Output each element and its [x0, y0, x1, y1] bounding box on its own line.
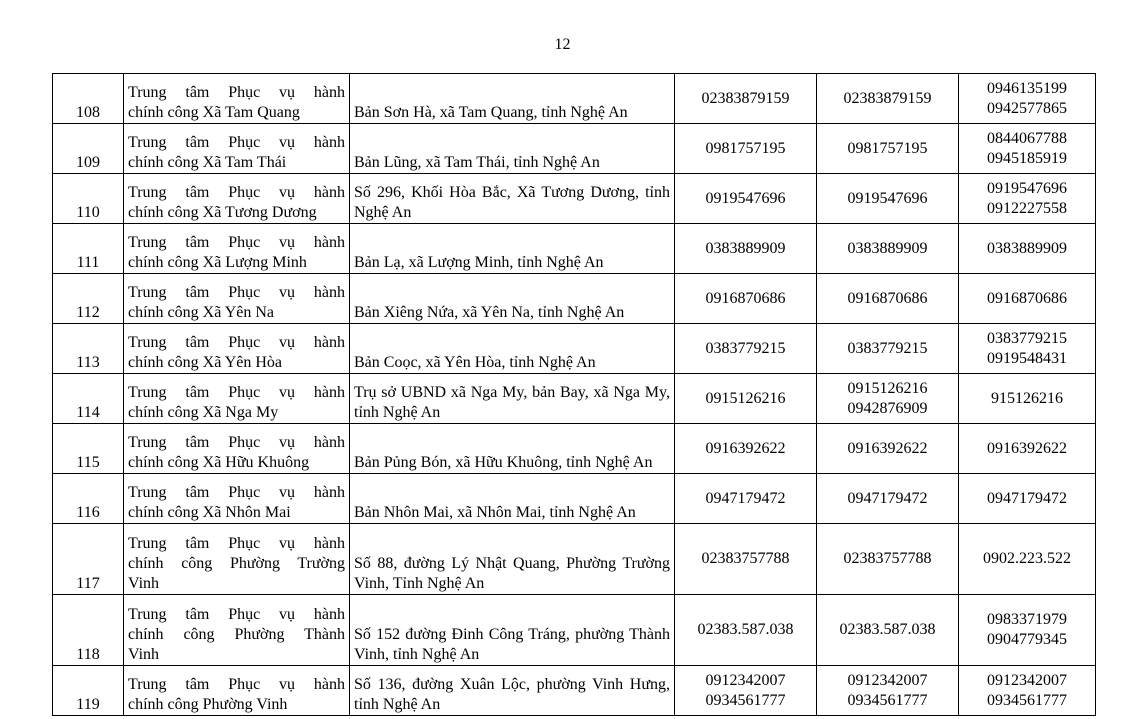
phone-cell-2: [817, 524, 959, 595]
phone-cell-3: [959, 274, 1096, 324]
row-number: 114: [53, 374, 124, 424]
phone-cell-3: [959, 666, 1096, 716]
phone-cell-1: [675, 124, 817, 174]
office-name-line: chính công Xã Tương Dương: [128, 204, 317, 221]
row-number: 108: [53, 74, 124, 124]
office-name-line: Trung tâm Phục vụ hành: [128, 184, 345, 201]
row-number: 111: [53, 224, 124, 274]
row-number: 109: [53, 124, 124, 174]
phone-number: 02383879159: [843, 89, 932, 107]
phone-cell-1: [675, 424, 817, 474]
phone-number: 0945185919: [987, 149, 1067, 167]
phone-number: 0934561777: [847, 691, 928, 709]
phone-number: 0983371979: [987, 611, 1067, 628]
phone-cell-3: [959, 595, 1096, 666]
phone-cell-2: [817, 474, 959, 524]
office-address: Bản Lũng, xã Tam Thái, tỉnh Nghệ An: [350, 124, 675, 174]
phone-cell-1: [675, 474, 817, 524]
office-table: [52, 73, 1096, 716]
phone-number: 0919548431: [987, 349, 1067, 367]
row-number: 119: [53, 666, 124, 716]
office-name: [124, 74, 350, 124]
office-address: Số 136, đường Xuân Lộc, phường Vinh Hưng, tỉnh Nghệ An: [350, 666, 675, 716]
office-name-line: Trung tâm Phục vụ hành: [128, 676, 345, 693]
phone-number: 0912342007: [847, 671, 928, 689]
phone-cell-3: [959, 524, 1096, 595]
table-row: [53, 474, 1096, 524]
office-name: [124, 174, 350, 224]
phone-number: 0912227558: [987, 199, 1067, 217]
phone-number: 0902.223.522: [983, 550, 1071, 567]
office-name-line: chính công Xã Tam Thái: [128, 154, 287, 171]
office-name-line: Trung tâm Phục vụ hành: [128, 234, 345, 251]
phone-cell-1: [675, 324, 817, 374]
phone-number: 02383879159: [701, 89, 790, 107]
phone-cell-3: [959, 424, 1096, 474]
table-row: [53, 524, 1096, 595]
office-address: Số 296, Khối Hòa Bắc, Xã Tương Dương, tỉnh Nghệ An: [350, 174, 675, 224]
table-row: [53, 666, 1096, 716]
office-name-line: Trung tâm Phục vụ hành: [128, 606, 345, 623]
phone-cell-2: [817, 224, 959, 274]
table-row: [53, 374, 1096, 424]
office-name-line: chính công Xã Yên Na: [128, 304, 275, 321]
office-name: [124, 595, 350, 666]
table-row: [53, 224, 1096, 274]
phone-number: 0916392622: [847, 439, 928, 457]
phone-number: 0383779215: [705, 339, 786, 357]
phone-number: 0947179472: [987, 489, 1067, 507]
phone-number: 0904779345: [987, 631, 1067, 648]
phone-cell-3: [959, 174, 1096, 224]
office-name: [124, 324, 350, 374]
table-row: [53, 595, 1096, 666]
phone-cell-3: [959, 474, 1096, 524]
office-address: Trụ sở UBND xã Nga My, bản Bay, xã Nga My, tỉnh Nghệ An: [350, 374, 675, 424]
phone-number: 0946135199: [987, 79, 1067, 97]
page-number: 12: [554, 36, 571, 53]
phone-number: 02383757788: [843, 550, 932, 567]
office-address: Số 88, đường Lý Nhật Quang, Phường Trường Vinh, Tỉnh Nghệ An: [350, 524, 675, 595]
phone-cell-1: [675, 274, 817, 324]
table-row: [53, 174, 1096, 224]
row-number: 113: [53, 324, 124, 374]
phone-cell-2: [817, 424, 959, 474]
office-address: Bản Xiêng Nứa, xã Yên Na, tỉnh Nghệ An: [350, 274, 675, 324]
office-address: Bản Sơn Hà, xã Tam Quang, tỉnh Nghệ An: [350, 74, 675, 124]
office-name-line: chính công Xã Hữu Khuông: [128, 454, 310, 471]
office-name-line: Trung tâm Phục vụ hành: [128, 334, 345, 351]
phone-number: 0981757195: [847, 139, 928, 157]
office-name-line: chính công Phường Trường: [128, 555, 345, 572]
table-body: [53, 74, 1096, 716]
office-name-line: chính công Xã Nhôn Mai: [128, 504, 291, 521]
office-name: [124, 374, 350, 424]
phone-cell-2: [817, 324, 959, 374]
phone-number: 02383.587.038: [697, 621, 794, 638]
table-row: [53, 324, 1096, 374]
phone-cell-2: [817, 174, 959, 224]
phone-cell-2: [817, 74, 959, 124]
phone-cell-1: [675, 224, 817, 274]
phone-number: 0934561777: [987, 691, 1067, 709]
phone-number: 0383779215: [987, 329, 1067, 347]
phone-number: 0919547696: [987, 179, 1067, 197]
phone-number: 02383.587.038: [839, 621, 936, 638]
phone-cell-1: [675, 174, 817, 224]
office-name: [124, 666, 350, 716]
phone-number: 0934561777: [705, 691, 786, 709]
phone-cell-2: [817, 666, 959, 716]
office-name-line: chính công Xã Tam Quang: [128, 104, 300, 121]
phone-cell-2: [817, 124, 959, 174]
office-address: Số 152 đường Đinh Công Tráng, phường Thành Vinh, tỉnh Nghệ An: [350, 595, 675, 666]
phone-number: 0383889909: [705, 239, 786, 257]
office-name-line: Vinh: [128, 646, 160, 663]
row-number: 118: [53, 595, 124, 666]
office-name-line: Trung tâm Phục vụ hành: [128, 284, 345, 301]
office-name: [124, 424, 350, 474]
office-name: [124, 474, 350, 524]
office-name-line: chính công Xã Lượng Minh: [128, 254, 307, 271]
phone-number: 02383757788: [701, 550, 790, 567]
row-number: 116: [53, 474, 124, 524]
office-name: [124, 224, 350, 274]
phone-cell-3: [959, 374, 1096, 424]
phone-number: 0916870686: [705, 289, 786, 307]
table-row: [53, 424, 1096, 474]
office-name-line: Trung tâm Phục vụ hành: [128, 134, 345, 151]
phone-cell-3: [959, 124, 1096, 174]
phone-number: 0915126216: [705, 389, 786, 407]
row-number: 117: [53, 524, 124, 595]
phone-cell-3: [959, 224, 1096, 274]
office-name: [124, 274, 350, 324]
phone-number: 0916392622: [705, 439, 786, 457]
office-name: [124, 124, 350, 174]
office-address: Bản Pủng Bón, xã Hữu Khuông, tỉnh Nghệ An: [350, 424, 675, 474]
office-name-line: Trung tâm Phục vụ hành: [128, 484, 345, 501]
phone-cell-2: [817, 374, 959, 424]
phone-cell-3: [959, 324, 1096, 374]
phone-number: 0947179472: [705, 489, 786, 507]
office-name-line: chính công Xã Nga My: [128, 404, 279, 421]
row-number: 112: [53, 274, 124, 324]
phone-cell-1: [675, 524, 817, 595]
phone-number: 0383889909: [847, 239, 928, 257]
phone-cell-1: [675, 74, 817, 124]
phone-number: 0919547696: [705, 189, 786, 207]
phone-number: 0981757195: [705, 139, 786, 157]
row-number: 110: [53, 174, 124, 224]
table-row: [53, 124, 1096, 174]
phone-number: 0916392622: [987, 439, 1067, 457]
phone-cell-1: [675, 595, 817, 666]
phone-cell-3: [959, 74, 1096, 124]
office-name-line: chính công Phường Thành: [128, 626, 345, 643]
phone-number: 0383889909: [987, 239, 1067, 257]
office-name-line: Trung tâm Phục vụ hành: [128, 84, 345, 101]
office-name-line: Trung tâm Phục vụ hành: [128, 535, 345, 552]
office-name: [124, 524, 350, 595]
office-name-line: Trung tâm Phục vụ hành: [128, 384, 345, 401]
table-row: [53, 274, 1096, 324]
phone-number: 0915126216: [847, 379, 928, 397]
office-address: Bản Nhôn Mai, xã Nhôn Mai, tỉnh Nghệ An: [350, 474, 675, 524]
phone-number: 0916870686: [847, 289, 928, 307]
phone-cell-1: [675, 374, 817, 424]
office-name-line: chính công Phường Vinh: [128, 696, 288, 713]
office-name-line: chính công Xã Yên Hòa: [128, 354, 283, 371]
phone-cell-2: [817, 274, 959, 324]
row-number: 115: [53, 424, 124, 474]
phone-number: 0947179472: [847, 489, 928, 507]
phone-number: 0916870686: [987, 289, 1067, 307]
office-address: Bản Coọc, xã Yên Hòa, tỉnh Nghệ An: [350, 324, 675, 374]
phone-number: 915126216: [991, 389, 1063, 407]
phone-number: 0942577865: [987, 99, 1067, 117]
office-name-line: Trung tâm Phục vụ hành: [128, 434, 345, 451]
office-name-line: Vinh: [128, 575, 160, 592]
table-row: [53, 74, 1096, 124]
phone-number: 0942876909: [847, 399, 928, 417]
phone-number: 0919547696: [847, 189, 928, 207]
office-address: Bản Lạ, xã Lượng Minh, tỉnh Nghệ An: [350, 224, 675, 274]
phone-cell-2: [817, 595, 959, 666]
phone-number: 0912342007: [705, 671, 786, 689]
phone-number: 0844067788: [987, 129, 1067, 147]
phone-number: 0383779215: [847, 339, 928, 357]
phone-number: 0912342007: [987, 671, 1067, 689]
phone-cell-1: [675, 666, 817, 716]
